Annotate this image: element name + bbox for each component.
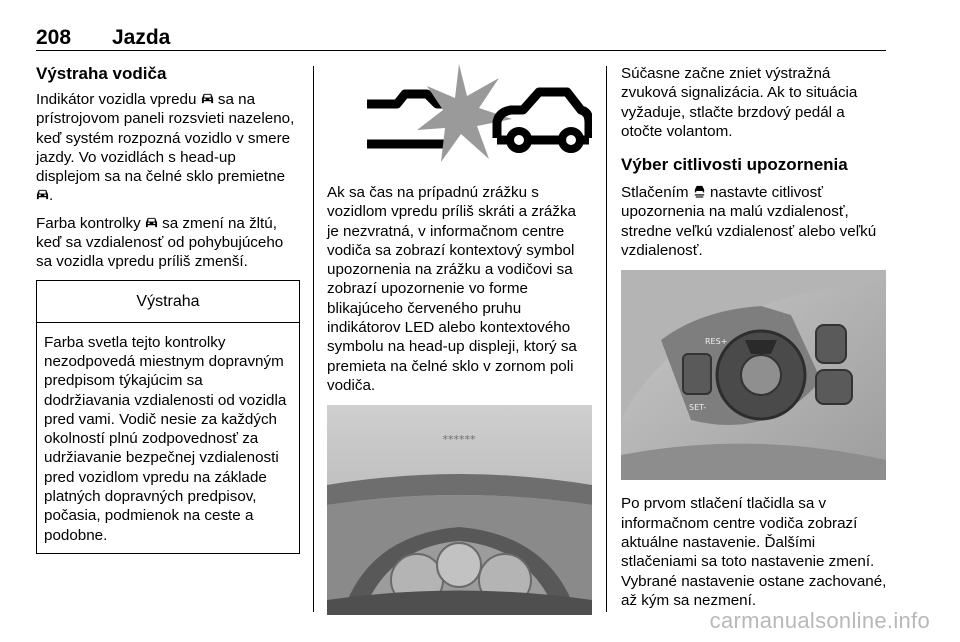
paragraph-indicator-color: Farba kontrolky sa zmení na žltú, keď sa vzdialenosť od pohybujúceho sa vozidla vpredu príliš zmenší. [36, 214, 284, 271]
warning-box [36, 280, 300, 554]
heading-sensitivity: Výber citlivosti upozornenia [621, 155, 848, 175]
header-rule [36, 50, 886, 51]
steering-wheel-buttons-photo [621, 270, 886, 480]
paragraph-indicator: Indikátor vozidla vpredu sa na prístrojovom paneli rozsvieti nazeleno, keď systém rozpozná vozidlo v smere jazdy. Vo vozidlách s head-up displejom sa na čelné sklo premietne . [36, 91, 295, 205]
paragraph-collision-alert: Ak sa čas na prípadnú zrážku s vozidlom vpredu príliš skráti a zrážka je nezvratná, v informačnom centre vodiča sa zobrazí kontextový symbol upozornenia na zrážku a vodičovi sa zobrazí upozornenie vo forme blikajúceho červeného pruhu indikátorov LED alebo kontextového symbolu na head-up displeji, ktorý sa premieta na čelné sklo v zornom poli vodiča. [327, 184, 577, 394]
collision-warning-symbol [327, 64, 592, 169]
page-number: 208 [36, 26, 72, 49]
warning-text: Farba svetla tejto kontrolky nezodpovedá miestnym dopravným predpisom týkajúcim sa dodržiavania vzdialenosti od vozidla pred vami. Vodič nesie za každých okolností plnú zodpovednosť za udržiavanie bezpečnej vzdialenosti pred vozidlom vpredu na základe platných dopravných predpisov, počasia, podmienok na ceste a podobne. [44, 333, 287, 544]
heading-driver-warning: Výstraha vodiča [36, 64, 167, 83]
column-2 [327, 64, 592, 615]
column-1 [36, 64, 302, 554]
warning-title: Výstraha [37, 281, 299, 323]
watermark: carmanualsonline.info [709, 608, 930, 633]
column-divider-1 [313, 66, 314, 612]
sensitivity-button-icon [693, 185, 706, 198]
set-minus-label: SET- [689, 403, 707, 413]
hud-indicator-text: ****** [442, 433, 476, 447]
paragraph-acoustic-signal: Súčasne začne zniet výstražná zvuková signalizácia. Ak to situácia vyžaduje, stlačte brzdový pedál a otočte volantom. [621, 65, 858, 140]
paragraph-sensitivity: Stlačením nastavte citlivosť upozornenia na malú vzdialenosť, stredne veľkú vzdialenosť alebo veľkú vzdialenosť. [621, 184, 877, 260]
car-front-icon [201, 92, 214, 105]
car-front-icon [145, 216, 158, 229]
section-title: Jazda [112, 26, 171, 49]
res-plus-label: RES+ [705, 337, 728, 347]
paragraph-first-press: Po prvom stlačení tlačidla sa v informačnom centre vodiča zobrazí aktuálne nastavenie. Ďalšími stlačeniami sa toto nastavenie zmení. Vybrané nastavenie ostane zachované, až kým sa nezmení. [621, 495, 887, 609]
car-front-icon [36, 188, 49, 201]
column-divider-2 [606, 66, 607, 612]
head-up-display-photo [327, 405, 592, 615]
column-3 [621, 64, 887, 618]
